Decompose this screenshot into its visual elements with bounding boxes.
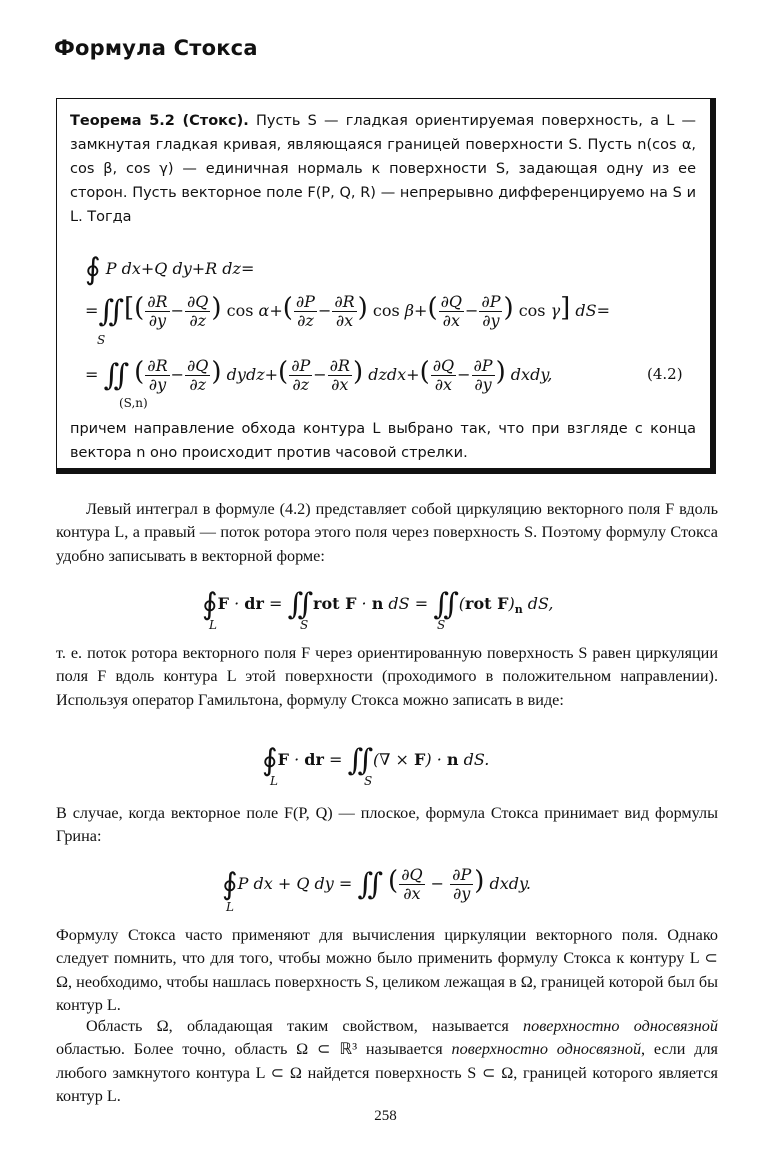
paragraph-5-part3: , если для любого замкнутого контура L ⊂ Ω найдется поверхность S ⊂ Ω, границей которого является контур L.	[56, 1040, 718, 1105]
theorem-closing: причем направление обхода контура L выбрано так, что при взгляде с конца вектора n оно происходит против часовой стрелки.	[70, 421, 696, 461]
theorem-box	[56, 98, 716, 474]
paragraph-2: т. е. поток ротора векторного поля F через ориентированную поверхность S равен циркуляции поля F вдоль контура L этой поверхности (проходимого в положительном направлении). Используя оператор Гамильтона, формулу Стокса можно записать в виде:	[56, 644, 718, 709]
vector-form-sub-S1: S	[300, 618, 309, 632]
formula-line-2: =∬[( $\frac{\partial R}{\partial y}$ − $\frac{\partial Q}{\partial z}$ ) cos α+( $\frac{\partial P}{\partial z}$ − $\frac{\partial R}{\partial x}$ ) cos β+( $\frac{\partial Q}{\partial x}$ − $\frac{\partial P}{\partial y}$ ) cos γ] dS=	[85, 292, 611, 330]
formula-line-3: = ∬ ( $\frac{\partial R}{\partial y}$ − $\frac{\partial Q}{\partial z}$ ) dydz+( $\frac{\partial P}{\partial z}$ − $\frac{\partial R}{\partial x}$ ) dzdx+( $\frac{\partial Q}{\partial x}$ − $\frac{\partial P}{\partial y}$ ) dxdy,	[85, 356, 553, 394]
formula-green-form: ∮P dx + Q dy = ∬ ( $\frac{\partial Q}{\partial x}$ − $\frac{\partial P}{\partial y}$ ) dxdy.	[222, 865, 531, 903]
theorem-statement	[70, 109, 696, 229]
paragraph-1: Левый интеграл в формуле (4.2) представляет собой циркуляцию векторного поля F вдоль контура L, а правый — поток ротора этого поля через поверхность S. Поэтому формулу Стокса удобно записывать в векторной форме:	[56, 500, 718, 565]
paragraph-5-part1: Область Ω, обладающая таким свойством, называется	[86, 1017, 509, 1035]
vector-form-sub-S2: S	[437, 618, 446, 632]
theorem-label: Теорема 5.2 (Стокс).	[70, 113, 249, 129]
paragraph-5-part2: областью. Более точно, область Ω ⊂ ℝ³ называется	[56, 1040, 443, 1059]
theorem-statement-text: Пусть S — гладкая ориентируемая поверхность, а L — замкнутая гладкая кривая, являющаяся границей поверхности S. Пусть n(cos α, cos β, cos γ) — единичная нормаль к поверхности S, задающая одну из ее сторон. Пусть векторное поле F(P, Q, R) — непрерывно дифференцируемо на S и L. Тогда	[70, 113, 696, 225]
page-number: 258	[374, 1108, 397, 1124]
term-2: поверхностно односвязной	[451, 1040, 642, 1059]
paragraph-3: В случае, когда векторное поле F(P, Q) — плоское, формула Стокса принимает вид формулы Грина:	[56, 804, 718, 846]
paragraph-4: Формулу Стокса часто применяют для вычисления циркуляции векторного поля. Однако следует помнить, что для того, чтобы можно было применить формулу Стокса к контуру L ⊂ Ω, необходимо, чтобы нашлась поверхность S, целиком лежащая в Ω, границей которой был бы контур L.	[56, 926, 718, 1014]
formula-line-1: ∮ P dx+Q dy+R dz=	[85, 252, 255, 287]
formula-vector-form: ∮F · dr = ∬rot F · n dS = ∬(rot $F)_n$ dS,	[202, 587, 554, 622]
paragraph-5	[56, 1015, 718, 1108]
formula-nabla-form: ∮F · dr = ∬(∇ × F) · n dS.	[262, 743, 490, 778]
equation-number: (4.2)	[647, 365, 683, 383]
green-form-sub-L: L	[226, 900, 234, 914]
term-1: поверхностно односвязной	[523, 1017, 718, 1035]
vector-form-sub-L: L	[209, 618, 217, 632]
formula-line-3-sub: (S,n)	[119, 396, 148, 410]
nabla-form-sub-S: S	[364, 774, 373, 788]
nabla-form-sub-L: L	[270, 774, 278, 788]
formula-line-2-sub: S	[97, 333, 106, 347]
section-title: Формула Стокса	[54, 36, 258, 60]
